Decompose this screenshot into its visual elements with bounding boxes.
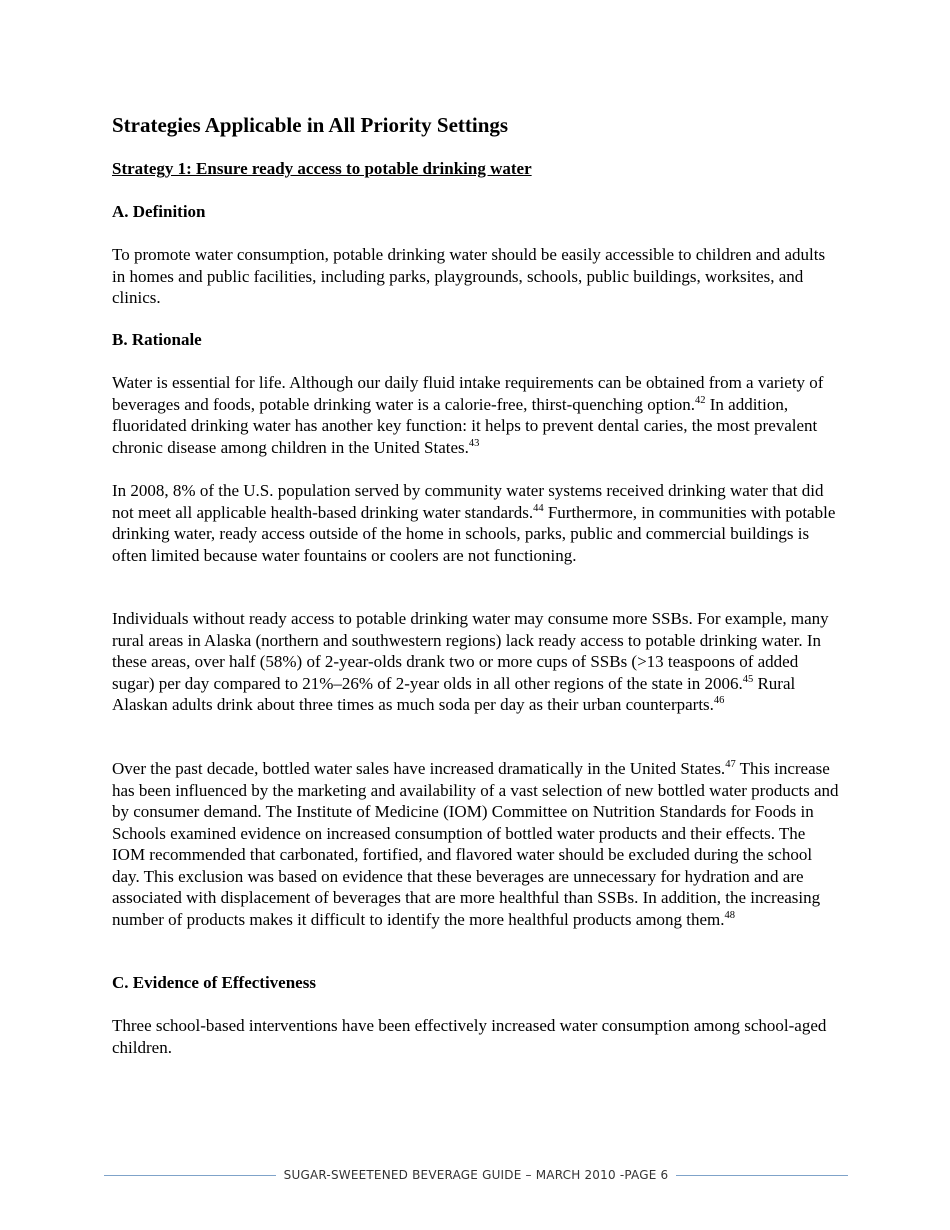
rationale-p2-text-1: In 2008, 8% of the U.S. population served by community water systems received drinking water that did not meet all applicable health-based drinking water standards. [112,481,824,522]
footnote-ref-42: 42 [695,394,706,406]
rationale-p4-text-1: Over the past decade, bottled water sales have increased dramatically in the United States. [112,759,726,778]
definition-paragraph: To promote water consumption, potable drinking water should be easily accessible to children and adults in homes and public facilities, including parks, playgrounds, schools, public buildings, worksites, and clinics. [112,245,826,307]
strategy-heading: Strategy 1: Ensure ready access to potable drinking water [112,159,532,178]
footnote-ref-43: 43 [468,437,480,449]
rationale-p3-text-1: Individuals without ready access to potable drinking water may consume more SSBs. For example, many rural areas in Alaska (northern and southwestern regions) lack ready access to potable drinking water. In these areas, over half (58%) of 2-year-olds drank two or more cups of SSBs (>13 teaspoons of added sugar) per day compared to 21%–26% of 2-year olds in all other regions of the state in 2006. [112,609,829,693]
footnote-ref-47: 47 [725,759,736,770]
footnote-ref-44: 44 [533,502,544,514]
footer-rule-right [676,1175,848,1176]
rationale-paragraph-2 [112,480,840,566]
footer-text: SUGAR-SWEETENED BEVERAGE GUIDE – MARCH 2010 -PAGE 6 [283,1168,669,1182]
rationale-p1-text-2: In addition, fluoridated drinking water has another key function: it helps to prevent dental caries, the most prevalent chronic disease among children in the United States. [112,394,818,457]
evidence-paragraph: Three school-based interventions have been effectively increased water consumption among school-aged children. [112,1016,827,1057]
rationale-p2-text-2: Furthermore, in communities with potable drinking water, ready access outside of the home in schools, parks, public and commercial buildings is often limited because water fountains or coolers are not functioning. [112,502,836,565]
rationale-p3-text-2: Rural Alaskan adults drink about three times as much soda per day as their urban counterparts. [112,673,796,714]
rationale-paragraph-1 [112,372,840,458]
rationale-p1-text-1: Water is essential for life. Although our daily fluid intake requirements can be obtained from a variety of beverages and foods, potable drinking water is a calorie-free, thirst-quenching option. [112,373,824,414]
rationale-paragraph-4 [112,758,840,930]
section-b-heading: B. Rationale [112,330,202,349]
footer-rule-left [104,1175,276,1176]
section-c-heading: C. Evidence of Effectiveness [112,973,316,992]
footnote-ref-46: 46 [713,695,725,706]
page-footer [104,1166,848,1184]
rationale-p4-text-2: This increase has been influenced by the marketing and availability of a vast selection of new bottled water products and by consumer demand. The Institute of Medicine (IOM) Committee on Nutrition Standards for Foods in Schools examined evidence on increased consumption of bottled water products and their effects. The IOM recommended that carbonated, fortified, and flavored water should be excluded during the school day. This exclusion was based on evidence that these beverages are unnecessary for hydration and are associated with displacement of beverages that are more healthful than SSBs. In addition, the increasing number of products makes it difficult to identify the more healthful products among them. [112,759,839,929]
footnote-ref-48: 48 [724,909,735,921]
section-a-heading: A. Definition [112,202,206,221]
footnote-ref-45: 45 [742,673,754,685]
rationale-paragraph-3 [112,608,840,716]
page-title: Strategies Applicable in All Priority Settings [112,113,509,137]
